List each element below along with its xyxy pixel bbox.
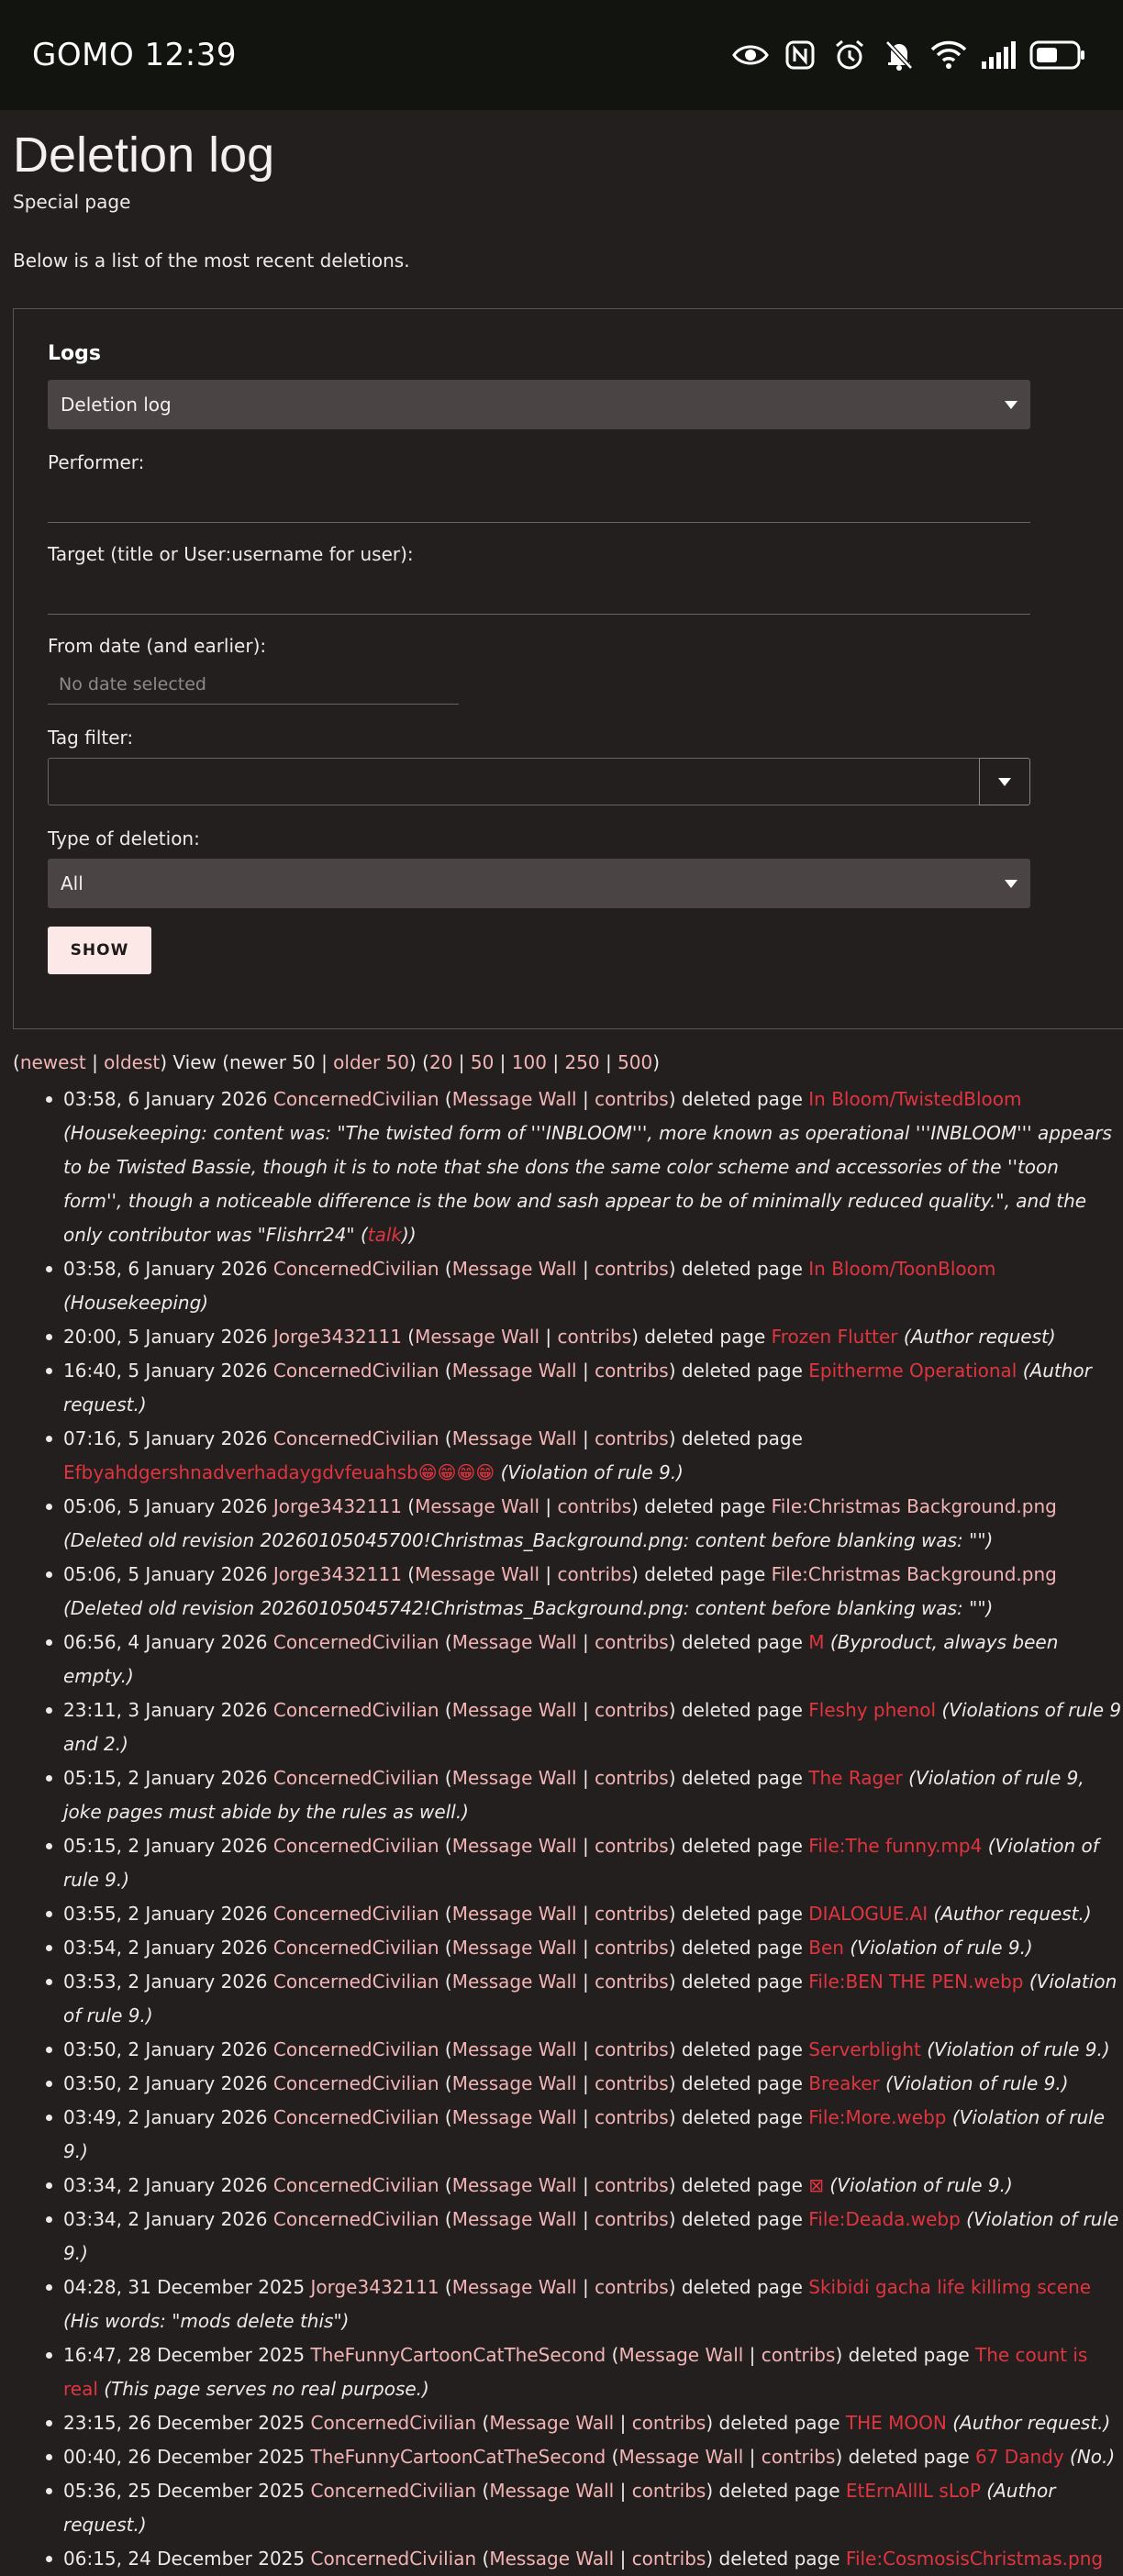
entry-comment-text: (Violation of rule 9.) [63, 1971, 1117, 2026]
deleted-page-link[interactable]: Skibidi gacha life killimg scene [808, 2276, 1092, 2298]
entry-comment-text: (Violation of rule 9.) [63, 2208, 1119, 2264]
contribs-link[interactable]: contribs [557, 1563, 632, 1585]
deleted-page-text: deleted page [681, 1937, 803, 1959]
entry-time: 03:49, 2 January 2026 [63, 2106, 268, 2128]
message-wall-link[interactable]: Message Wall [451, 2038, 577, 2060]
log-type-select[interactable] [48, 380, 1030, 429]
entry-user-link[interactable]: ConcernedCivilian [272, 1088, 439, 1110]
entry-comment-text: (Violation of rule 9, joke pages must abide by the rules as well.) [63, 1767, 1084, 1823]
log-entry: 03:54, 2 January 2026 ConcernedCivilian (Message Wall | contribs) deleted page Ben (Violation of rule 9.) [13, 1931, 1123, 1965]
view-label: View [172, 1051, 217, 1073]
message-wall-link[interactable]: Message Wall [451, 2174, 577, 2196]
performer-label: Performer: [48, 451, 145, 473]
entry-time: 16:47, 28 December 2025 [63, 2344, 306, 2366]
older-link[interactable]: older 50 [333, 1051, 409, 1073]
entry-user-link[interactable]: ConcernedCivilian [272, 1903, 439, 1925]
status-icons [732, 37, 1086, 73]
deleted-page-link[interactable]: File:CosmosisChristmas.png [845, 2548, 1104, 2570]
contribs-link[interactable]: contribs [595, 1427, 669, 1449]
eye-icon [732, 37, 769, 73]
message-wall-link[interactable]: Message Wall [451, 1631, 577, 1653]
main-content [13, 110, 1123, 2576]
message-wall-link[interactable]: Message Wall [451, 1088, 577, 1110]
message-wall-link[interactable]: Message Wall [451, 1835, 577, 1857]
entry-time: 03:50, 2 January 2026 [63, 2072, 268, 2094]
caret-down-icon [1005, 880, 1017, 888]
entry-time: 05:15, 2 January 2026 [63, 1767, 268, 1789]
deleted-page-link[interactable]: The count is real [63, 2344, 1088, 2400]
deleted-page-link[interactable]: The Rager [808, 1767, 903, 1789]
entry-comment [63, 2310, 349, 2332]
deleted-page-text: deleted page [681, 2106, 803, 2128]
entry-user-link[interactable]: Jorge3432111 [272, 1495, 402, 1517]
caret-down-icon [998, 778, 1011, 786]
entry-user-link[interactable]: ConcernedCivilian [272, 2038, 439, 2060]
newest-link[interactable]: newest [19, 1051, 86, 1073]
entry-user-link[interactable]: ConcernedCivilian [272, 2106, 439, 2128]
entry-comment [952, 2412, 1110, 2434]
deleted-page-link[interactable]: File:Christmas Background.png [771, 1495, 1057, 1517]
deleted-page-text: deleted page [681, 1258, 803, 1280]
contribs-link[interactable]: contribs [595, 2072, 669, 2094]
contribs-link[interactable]: contribs [761, 2446, 836, 2468]
log-entry: 16:47, 28 December 2025 TheFunnyCartoonCatTheSecond (Message Wall | contribs) deleted page The count is real (This page serves no real purpose.) [13, 2338, 1123, 2406]
log-entry: 23:11, 3 January 2026 ConcernedCivilian (Message Wall | contribs) deleted page Fleshy phenol (Violations of rule 9 and 2.) [13, 1693, 1123, 1761]
entry-comment-text: (Violation of rule 9.) [500, 1461, 684, 1483]
entry-comment [885, 2072, 1068, 2094]
tag-filter-combo [48, 758, 1030, 805]
log-entry: 05:15, 2 January 2026 ConcernedCivilian (Message Wall | contribs) deleted page The Rager (Violation of rule 9, joke pages must abide by the rules as well.) [13, 1761, 1123, 1829]
entry-comment-text: (Author request) [903, 1326, 1056, 1348]
message-wall-link[interactable]: Message Wall [451, 1903, 577, 1925]
entry-user-link[interactable]: ConcernedCivilian [272, 1258, 439, 1280]
entry-comment-text: (This page serves no real purpose.) [104, 2378, 429, 2400]
entry-comment [63, 1597, 993, 1619]
deleted-page-link[interactable]: Efbyahdgershnadverhadaygdvfeuahsb😁😁😁😁 [63, 1461, 495, 1483]
signal-icon [980, 37, 1017, 73]
entry-user-link[interactable]: Jorge3432111 [272, 1563, 402, 1585]
newer-text: newer 50 [229, 1051, 316, 1073]
log-entry: 03:49, 2 January 2026 ConcernedCivilian (Message Wall | contribs) deleted page File:More.webp (Violation of rule 9.) [13, 2101, 1123, 2169]
message-wall-link[interactable]: Message Wall [618, 2344, 744, 2366]
entry-user-link[interactable]: TheFunnyCartoonCatTheSecond [310, 2446, 606, 2468]
entry-comment [63, 1529, 993, 1551]
entry-user-link[interactable]: ConcernedCivilian [272, 2208, 439, 2230]
contribs-link[interactable]: contribs [595, 1767, 669, 1789]
deleted-page-text: deleted page [681, 1631, 803, 1653]
log-entry: 03:34, 2 January 2026 ConcernedCivilian (Message Wall | contribs) deleted page File:Deada.webp (Violation of rule 9.) [13, 2203, 1123, 2271]
entry-time: 03:53, 2 January 2026 [63, 1971, 268, 1993]
entry-comment-text: (Author request.) [63, 1360, 1092, 1416]
deleted-page-text: deleted page [681, 2276, 803, 2298]
deleted-page-text: deleted page [681, 1427, 803, 1449]
entry-time: 03:34, 2 January 2026 [63, 2208, 268, 2230]
log-entry: 06:56, 4 January 2026 ConcernedCivilian (Message Wall | contribs) deleted page M (Byproduct, always been empty.) [13, 1626, 1123, 1693]
entry-comment [927, 2038, 1109, 2060]
entry-time: 03:34, 2 January 2026 [63, 2174, 268, 2196]
deleted-page-text: deleted page [681, 2174, 803, 2196]
message-wall-link[interactable]: Message Wall [415, 1326, 540, 1348]
entry-comment-text: (No.) [1070, 2446, 1116, 2468]
tag-filter-label: Tag filter: [48, 727, 134, 749]
entry-comment-text: (Violation of rule 9.) [63, 2106, 1105, 2162]
contribs-link[interactable]: contribs [761, 2344, 836, 2366]
deleted-page-text: deleted page [848, 2446, 970, 2468]
entry-comment-text: (Violation of rule 9.) [850, 1937, 1033, 1959]
entry-user-link[interactable]: ConcernedCivilian [272, 1427, 439, 1449]
message-wall-link[interactable]: Message Wall [451, 2208, 577, 2230]
entry-user-link[interactable]: ConcernedCivilian [272, 1767, 439, 1789]
entry-user-link[interactable]: ConcernedCivilian [272, 2174, 439, 2196]
deleted-page-link[interactable]: File:Christmas Background.png [771, 1563, 1057, 1585]
entry-user-link[interactable]: ConcernedCivilian [310, 2548, 477, 2570]
deleted-page-link[interactable]: File:The funny.mp4 [808, 1835, 983, 1857]
deleted-page-text: deleted page [681, 2072, 803, 2094]
entry-comment [501, 1461, 684, 1483]
entry-user-link[interactable]: ConcernedCivilian [310, 2412, 477, 2434]
contribs-link[interactable]: contribs [595, 1835, 669, 1857]
logs-form [13, 308, 1123, 1029]
entry-time: 16:40, 5 January 2026 [63, 1360, 268, 1382]
intro-text: Below is a list of the most recent deletions. [13, 250, 410, 272]
entry-user-link[interactable]: ConcernedCivilian [272, 1699, 439, 1721]
message-wall-link[interactable]: Message Wall [415, 1563, 540, 1585]
entry-comment-text: (Violation of rule 9.) [927, 2038, 1110, 2060]
entry-time: 05:06, 5 January 2026 [63, 1563, 268, 1585]
contribs-link[interactable]: contribs [595, 2106, 669, 2128]
entry-user-link[interactable]: ConcernedCivilian [272, 1360, 439, 1382]
target-input[interactable] [48, 565, 1030, 615]
message-wall-link[interactable]: Message Wall [451, 2276, 577, 2298]
pagination-nav: (newest | oldest) View (newer 50 | older 50) (20 | 50 | 100 | 250 | 500) [13, 1051, 661, 1073]
deleted-page-link[interactable]: Serverblight [808, 2038, 921, 2060]
log-entry: 06:15, 24 December 2025 ConcernedCivilian (Message Wall | contribs) deleted page File:CosmosisChristmas.png [13, 2542, 1123, 2576]
limit-link[interactable]: 500 [617, 1051, 653, 1073]
caret-down-icon [1005, 401, 1017, 409]
deleted-page-text: deleted page [681, 1835, 803, 1857]
entry-comment [1070, 2446, 1115, 2468]
entry-comment-text: (Housekeeping) [63, 1292, 209, 1314]
log-entry: 03:58, 6 January 2026 ConcernedCivilian (Message Wall | contribs) deleted page In Bloom/TwistedBloom (Housekeeping: content was: "The twisted form of '''INBLOOM''', more known as operational '''INBLOOM''' appears to be Twisted Bassie, though it is to note that she dons the same color scheme and accessories of the ''toon form'', though a noticeable difference is the bow and sash appear to be of minimally reduced quality.", and the only contributor was "Flishrr24" (talk)) [13, 1083, 1123, 1252]
limit-link[interactable]: 20 [428, 1051, 453, 1073]
deleted-page-text: deleted page [681, 1360, 803, 1382]
entry-comment-text: (Byproduct, always been empty.) [63, 1631, 1059, 1687]
deleted-page-link[interactable]: Fleshy phenol [808, 1699, 937, 1721]
page-title: Deletion log [13, 128, 275, 183]
contribs-link[interactable]: contribs [595, 1971, 669, 1993]
entry-comment-text: (Deleted old revision 20260105045700!Christmas_Background.png: content before blanking was: "") [63, 1529, 994, 1551]
tag-filter-input[interactable] [48, 758, 979, 805]
log-entry: 03:34, 2 January 2026 ConcernedCivilian (Message Wall | contribs) deleted page ⊠ (Violation of rule 9.) [13, 2169, 1123, 2203]
contribs-link[interactable]: contribs [595, 1937, 669, 1959]
entry-comment-text: (Author request.) [933, 1903, 1092, 1925]
contribs-link[interactable]: contribs [595, 1360, 669, 1382]
message-wall-link[interactable]: Message Wall [451, 2106, 577, 2128]
deleted-page-link[interactable]: 67 Dandy [974, 2446, 1064, 2468]
type-of-deletion-label: Type of deletion: [48, 827, 200, 849]
entry-time: 06:56, 4 January 2026 [63, 1631, 268, 1653]
deleted-page-link[interactable]: DIALOGUE.AI [808, 1903, 928, 1925]
log-entry: 07:16, 5 January 2026 ConcernedCivilian (Message Wall | contribs) deleted page Efbyahdgershnadverhadaygdvfeuahsb😁😁😁😁 (Violation of rule 9.) [13, 1422, 1123, 1490]
message-wall-link[interactable]: Message Wall [451, 1258, 577, 1280]
log-entry: 03:50, 2 January 2026 ConcernedCivilian (Message Wall | contribs) deleted page Serverblight (Violation of rule 9.) [13, 2033, 1123, 2067]
battery-icon [1029, 37, 1086, 73]
performer-input[interactable] [48, 473, 1030, 523]
deleted-page-text: deleted page [848, 2344, 970, 2366]
entry-comment [934, 1903, 1092, 1925]
entry-comment-text: (Author request.) [952, 2412, 1111, 2434]
message-wall-link[interactable]: Message Wall [451, 1699, 577, 1721]
deleted-page-text: deleted page [681, 1903, 803, 1925]
mute-bell-icon [881, 37, 917, 73]
deleted-page-text: deleted page [681, 1088, 803, 1110]
deleted-page-text: deleted page [718, 2412, 840, 2434]
message-wall-link[interactable]: Message Wall [451, 1360, 577, 1382]
deleted-page-link[interactable]: File:Deada.webp [808, 2208, 961, 2230]
contribs-link[interactable]: contribs [595, 2038, 669, 2060]
log-entry: 23:15, 26 December 2025 ConcernedCivilian (Message Wall | contribs) deleted page THE MOON (Author request.) [13, 2406, 1123, 2440]
deleted-page-text: deleted page [681, 2208, 803, 2230]
deleted-page-text: deleted page [681, 1699, 803, 1721]
limit-link[interactable]: 100 [511, 1051, 547, 1073]
message-wall-link[interactable]: Message Wall [451, 1427, 577, 1449]
contribs-link[interactable]: contribs [557, 1495, 632, 1517]
entry-comment-text: (Violations of rule 9 and 2.) [63, 1699, 1122, 1755]
entry-comment-text: (Violation of rule 9.) [63, 1835, 1099, 1891]
entry-time: 05:15, 2 January 2026 [63, 1835, 268, 1857]
entry-user-link[interactable]: ConcernedCivilian [272, 1835, 439, 1857]
entry-time: 23:15, 26 December 2025 [63, 2412, 306, 2434]
type-of-deletion-select[interactable] [48, 859, 1030, 908]
contribs-link[interactable]: contribs [631, 2548, 706, 2570]
contribs-link[interactable]: contribs [595, 2208, 669, 2230]
log-entry: 04:28, 31 December 2025 Jorge3432111 (Message Wall | contribs) deleted page Skibidi gacha life killimg scene (His words: "mods delete this") [13, 2271, 1123, 2338]
deleted-page-link[interactable]: Breaker [808, 2072, 880, 2094]
target-label: Target (title or User:username for user): [48, 543, 414, 565]
message-wall-link[interactable]: Message Wall [489, 2480, 615, 2502]
entry-time: 07:16, 5 January 2026 [63, 1427, 268, 1449]
entry-user-link[interactable]: ConcernedCivilian [272, 1971, 439, 1993]
entry-time: 03:55, 2 January 2026 [63, 1903, 268, 1925]
entry-comment [63, 1122, 1112, 1246]
log-entry: 03:58, 6 January 2026 ConcernedCivilian (Message Wall | contribs) deleted page In Bloom/ToonBloom (Housekeeping) [13, 1252, 1123, 1320]
entry-time: 05:06, 5 January 2026 [63, 1495, 268, 1517]
contribs-link[interactable]: contribs [631, 2412, 706, 2434]
deleted-page-link[interactable]: THE MOON [845, 2412, 947, 2434]
entry-time: 04:28, 31 December 2025 [63, 2276, 306, 2298]
entry-comment [850, 1937, 1032, 1959]
log-entry: 05:36, 25 December 2025 ConcernedCivilian (Message Wall | contribs) deleted page EtErnAlllL sLoP (Author request.) [13, 2474, 1123, 2542]
limit-link[interactable]: 250 [564, 1051, 600, 1073]
deleted-page-link[interactable]: File:BEN THE PEN.webp [808, 1971, 1024, 1993]
contribs-link[interactable]: contribs [557, 1326, 632, 1348]
deleted-page-text: deleted page [681, 1971, 803, 1993]
entry-time: 23:11, 3 January 2026 [63, 1699, 268, 1721]
carrier-time: GOMO 12:39 [32, 37, 237, 73]
entry-time: 20:00, 5 January 2026 [63, 1326, 268, 1348]
entry-comment [904, 1326, 1056, 1348]
log-type-value: Deletion log [61, 394, 172, 416]
alarm-icon [831, 37, 868, 73]
entry-comment-text: (Housekeeping: content was: "The twisted form of '''INBLOOM''', more known as operational '''INBLOOM''' appears to be Twisted Bassie, though it is to note that she dons the same color scheme and accessories of the ''toon form'', though a noticeable difference is the bow and sash appear to be of minimally reduced quality.", and the only contributor was "Flishrr24" ( [63, 1122, 1112, 1246]
nfc-icon [782, 37, 818, 73]
deleted-page-link[interactable]: Frozen Flutter [771, 1326, 898, 1348]
entry-comment [829, 2174, 1012, 2196]
deleted-page-link[interactable]: File:More.webp [808, 2106, 947, 2128]
deleted-page-link[interactable]: EtErnAlllL sLoP [845, 2480, 981, 2502]
contribs-link[interactable]: contribs [595, 2276, 669, 2298]
wifi-icon [930, 37, 967, 73]
contribs-link[interactable]: contribs [595, 1258, 669, 1280]
log-entry: 20:00, 5 January 2026 Jorge3432111 (Message Wall | contribs) deleted page Frozen Flutter (Author request) [13, 1320, 1123, 1354]
log-entry: 05:06, 5 January 2026 Jorge3432111 (Message Wall | contribs) deleted page File:Christmas Background.png (Deleted old revision 20260105045742!Christmas_Background.png: content before blanking was: "") [13, 1558, 1123, 1626]
deleted-page-text: deleted page [681, 1767, 803, 1789]
deleted-page-link[interactable]: Epitherme Operational [808, 1360, 1017, 1382]
entry-user-link[interactable]: TheFunnyCartoonCatTheSecond [310, 2344, 606, 2366]
deleted-page-link[interactable]: M [808, 1631, 825, 1653]
contribs-link[interactable]: contribs [595, 1088, 669, 1110]
contribs-link[interactable]: contribs [595, 1903, 669, 1925]
from-date-label: From date (and earlier): [48, 635, 267, 657]
message-wall-link[interactable]: Message Wall [489, 2548, 615, 2570]
entry-comment-end: )) [402, 1224, 417, 1246]
log-entry: 16:40, 5 January 2026 ConcernedCivilian (Message Wall | contribs) deleted page Epitherme Operational (Author request.) [13, 1354, 1123, 1422]
entry-comment-text: (Violation of rule 9.) [885, 2072, 1069, 2094]
message-wall-link[interactable]: Message Wall [451, 2072, 577, 2094]
form-legend: Logs [48, 342, 101, 365]
from-date-input[interactable]: No date selected [48, 664, 459, 705]
entry-user-link[interactable]: ConcernedCivilian [272, 1937, 439, 1959]
contribs-link[interactable]: contribs [595, 2174, 669, 2196]
entry-comment [104, 2378, 429, 2400]
contribs-link[interactable]: contribs [631, 2480, 706, 2502]
deleted-page-text: deleted page [718, 2480, 840, 2502]
talk-link[interactable]: talk [367, 1224, 403, 1246]
oldest-link[interactable]: oldest [104, 1051, 161, 1073]
entry-time: 00:40, 26 December 2025 [63, 2446, 306, 2468]
entry-time: 03:50, 2 January 2026 [63, 2038, 268, 2060]
deletion-log-list [13, 1083, 1123, 2576]
entry-user-link[interactable]: ConcernedCivilian [272, 2072, 439, 2094]
deleted-page-text: deleted page [644, 1563, 766, 1585]
message-wall-link[interactable]: Message Wall [451, 1937, 577, 1959]
entry-time: 05:36, 25 December 2025 [63, 2480, 306, 2502]
tag-filter-dropdown-button[interactable] [979, 758, 1030, 805]
entry-user-link[interactable]: ConcernedCivilian [272, 1631, 439, 1653]
message-wall-link[interactable]: Message Wall [451, 1767, 577, 1789]
contribs-link[interactable]: contribs [595, 1699, 669, 1721]
log-entry: 05:06, 5 January 2026 Jorge3432111 (Message Wall | contribs) deleted page File:Christmas Background.png (Deleted old revision 20260105045700!Christmas_Background.png: content before blanking was: "") [13, 1490, 1123, 1558]
entry-user-link[interactable]: ConcernedCivilian [310, 2480, 477, 2502]
type-of-deletion-value: All [61, 872, 83, 894]
page-subtitle: Special page [13, 191, 131, 213]
message-wall-link[interactable]: Message Wall [489, 2412, 615, 2434]
deleted-page-text: deleted page [644, 1326, 766, 1348]
entry-user-link[interactable]: Jorge3432111 [310, 2276, 439, 2298]
log-entry: 03:53, 2 January 2026 ConcernedCivilian (Message Wall | contribs) deleted page File:BEN THE PEN.webp (Violation of rule 9.) [13, 1965, 1123, 2033]
deleted-page-text: deleted page [681, 2038, 803, 2060]
deleted-page-link[interactable]: In Bloom/ToonBloom [808, 1258, 996, 1280]
entry-time: 06:15, 24 December 2025 [63, 2548, 306, 2570]
entry-comment-text: (Violation of rule 9.) [829, 2174, 1013, 2196]
entry-comment-text: (Author request.) [63, 2480, 1056, 2536]
entry-comment-text: (His words: "mods delete this") [63, 2310, 350, 2332]
message-wall-link[interactable]: Message Wall [451, 1971, 577, 1993]
deleted-page-text: deleted page [718, 2548, 840, 2570]
entry-time: 03:58, 6 January 2026 [63, 1088, 268, 1110]
message-wall-link[interactable]: Message Wall [618, 2446, 744, 2468]
entry-comment [63, 1292, 208, 1314]
limit-link[interactable]: 50 [470, 1051, 495, 1073]
entry-user-link[interactable]: Jorge3432111 [272, 1326, 402, 1348]
entry-time: 03:58, 6 January 2026 [63, 1258, 268, 1280]
deleted-page-link[interactable]: In Bloom/TwistedBloom [808, 1088, 1022, 1110]
deleted-page-link[interactable]: Ben [808, 1937, 844, 1959]
contribs-link[interactable]: contribs [595, 1631, 669, 1653]
status-bar [0, 0, 1123, 110]
log-entry: 05:15, 2 January 2026 ConcernedCivilian (Message Wall | contribs) deleted page File:The funny.mp4 (Violation of rule 9.) [13, 1829, 1123, 1897]
log-entry: 03:55, 2 January 2026 ConcernedCivilian (Message Wall | contribs) deleted page DIALOGUE.AI (Author request.) [13, 1897, 1123, 1931]
entry-comment-text: (Deleted old revision 20260105045742!Christmas_Background.png: content before blanking was: "") [63, 1597, 994, 1619]
log-entry: 00:40, 26 December 2025 TheFunnyCartoonCatTheSecond (Message Wall | contribs) deleted page 67 Dandy (No.) [13, 2440, 1123, 2474]
log-entry: 03:50, 2 January 2026 ConcernedCivilian (Message Wall | contribs) deleted page Breaker (Violation of rule 9.) [13, 2067, 1123, 2101]
deleted-page-text: deleted page [644, 1495, 766, 1517]
entry-time: 03:54, 2 January 2026 [63, 1937, 268, 1959]
show-button[interactable]: SHOW [48, 927, 151, 974]
deleted-page-link[interactable]: ⊠ [808, 2174, 825, 2196]
message-wall-link[interactable]: Message Wall [415, 1495, 540, 1517]
